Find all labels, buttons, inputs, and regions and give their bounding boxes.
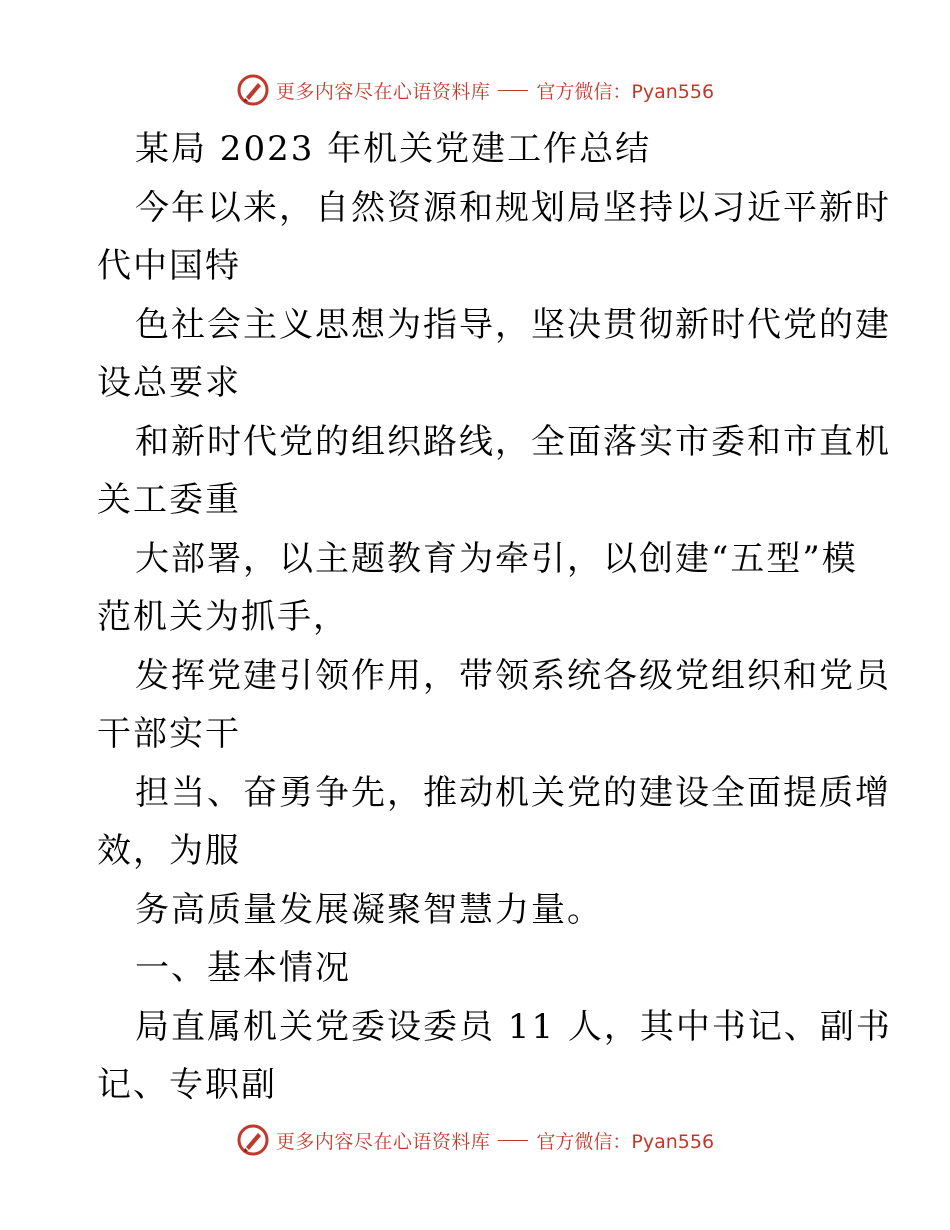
text-line: 记、专职副: [97, 1065, 277, 1105]
text-line: 今年以来，自然资源和规划局坚持以习近平新时: [135, 187, 891, 228]
text-line: 和新时代党的组织路线，全面落实市委和市直机: [135, 421, 891, 462]
document-body: [97, 120, 892, 1115]
text-line: 局直属机关党委设委员 11 人，其中书记、副书: [135, 1006, 892, 1047]
text-line: 设总要求: [97, 363, 241, 403]
banner-account: 官方微信：Pyan556: [536, 1130, 715, 1153]
header-watermark-banner: [0, 70, 950, 110]
text-line: 一、基本情况: [135, 948, 351, 988]
pen-logo-icon: [236, 73, 270, 107]
banner-title: 更多内容尽在心语资料库: [275, 80, 491, 103]
text-line: 大部署，以主题教育为牵引，以创建“五型”模: [135, 538, 858, 579]
pen-logo-icon: [236, 1123, 270, 1157]
banner-account: 官方微信：Pyan556: [536, 80, 715, 103]
banner-separator: [498, 90, 528, 91]
footer-watermark-banner: [0, 1120, 950, 1160]
text-line: 干部实干: [97, 714, 241, 754]
text-line: 代中国特: [97, 246, 241, 286]
text-line: 效，为服: [97, 831, 241, 871]
banner-separator: [498, 1140, 528, 1141]
text-line: 务高质量发展凝聚智慧力量。: [135, 889, 603, 930]
text-line: 范机关为抓手，: [97, 597, 349, 637]
text-line: 担当、奋勇争先，推动机关党的建设全面提质增: [135, 772, 891, 813]
banner-title: 更多内容尽在心语资料库: [275, 1130, 491, 1153]
document-title: 某局 2023 年机关党建工作总结: [135, 129, 652, 169]
text-line: 关工委重: [97, 480, 241, 520]
text-line: 发挥党建引领作用，带领系统各级党组织和党员: [135, 655, 891, 696]
text-line: 色社会主义思想为指导，坚决贯彻新时代党的建: [135, 304, 891, 345]
